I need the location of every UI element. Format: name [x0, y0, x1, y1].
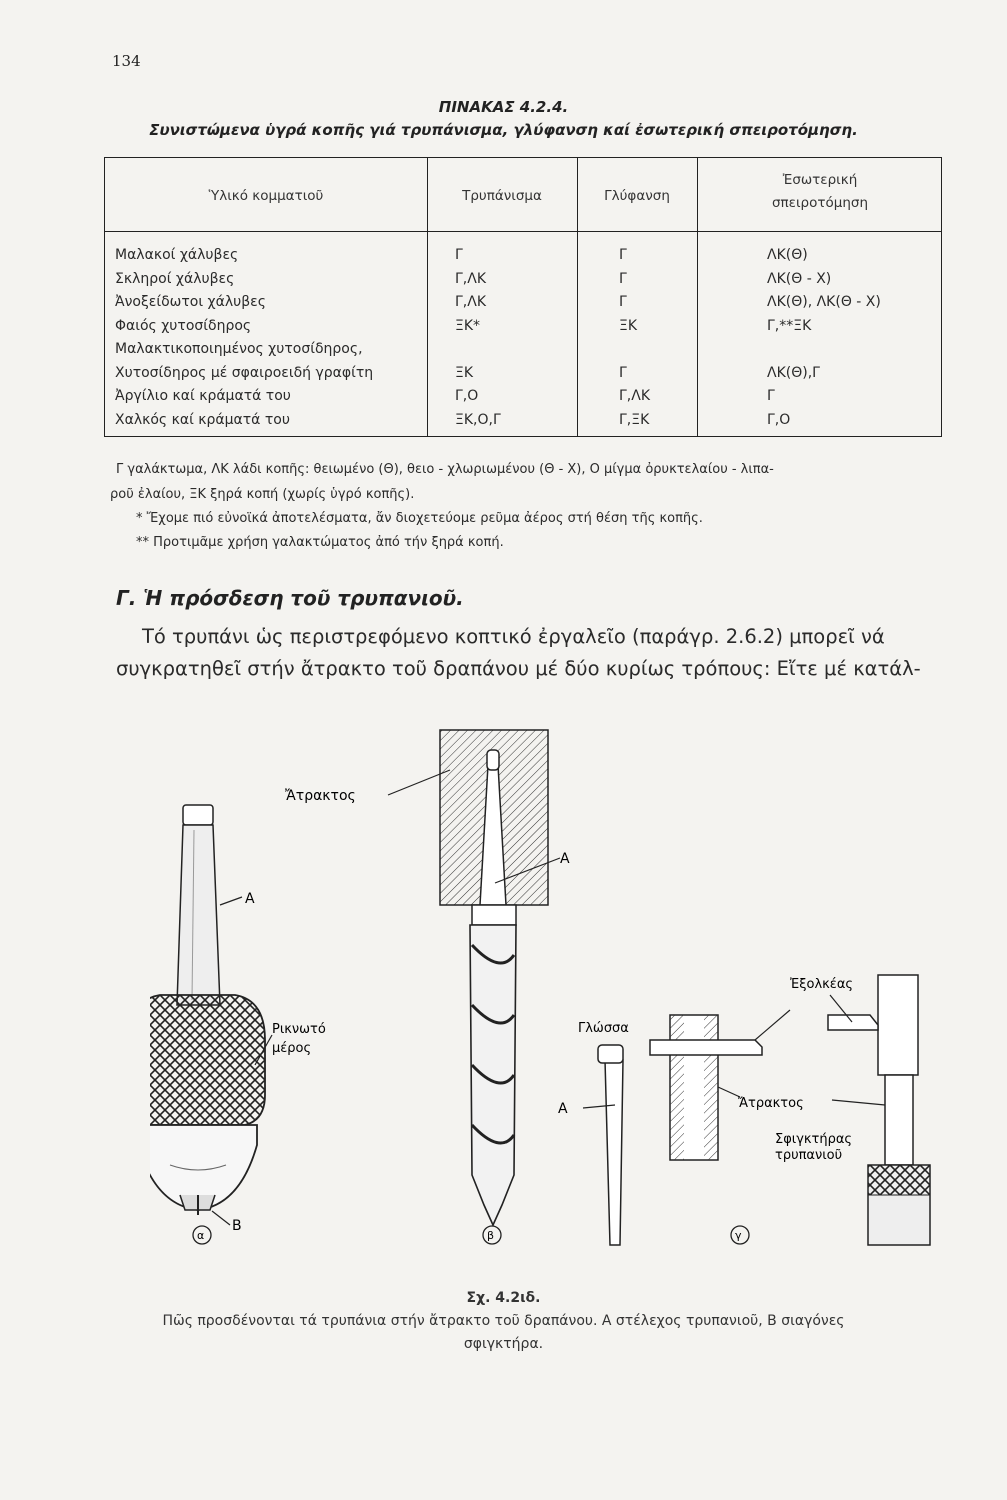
threading-column — [767, 244, 881, 432]
table-cell: Γ — [767, 388, 775, 404]
label-knurled-2: μέρος — [272, 1041, 312, 1056]
table-cell: Γ,ΛΚ — [455, 270, 487, 287]
table-cell — [619, 338, 650, 362]
panel-label-alpha: α — [197, 1229, 205, 1242]
table-cell: Γ,ΛΚ — [619, 388, 651, 404]
table-cell: ΞΚ* — [455, 317, 481, 334]
label-shank-a: A — [245, 891, 255, 907]
reaming-column — [619, 244, 650, 432]
table-cell: Γ — [455, 247, 463, 263]
label-ejector: Ἐξολκέας — [790, 977, 854, 992]
label-knurled: Ρικνωτό — [272, 1022, 326, 1037]
section-heading: Γ. Ἡ πρόσδεση τοῦ τρυπανιοῦ. — [116, 586, 464, 610]
table-cell — [455, 338, 501, 362]
page-number: 134 — [112, 52, 141, 70]
table-cell: Χυτοσίδηρος μέ σφαιροειδή γραφίτη — [115, 364, 374, 381]
table-cell: Σκληροί χάλυβες — [115, 270, 235, 287]
table-cell: ΛΚ(Θ),Γ — [767, 364, 820, 381]
chuck-drawing — [150, 805, 272, 1244]
label-spindle-beta: Ἄτρακτος — [285, 788, 356, 804]
table-note: ροῦ ἐλαίου, ΞΚ ξηρά κοπή (χωρίς ὑγρό κοπῆς). — [110, 487, 415, 502]
body-text: συγκρατηθεῖ στήν ἄτρακτο τοῦ δραπάνου μέ δύο κυρίως τρόπους: Εἴτε μέ κατάλ- — [116, 657, 921, 680]
table-cell: Γ — [619, 294, 627, 310]
table-cell: ΛΚ(Θ - Χ) — [767, 270, 832, 287]
table-cell: Γ,**ΞΚ — [767, 317, 812, 334]
figure-caption: Πῶς προσδένονται τά τρυπάνια στήν ἄτρακτο τοῦ δραπάνου. Α στέλεχος τρυπανιοῦ, Β σιαγόνες — [162, 1313, 845, 1329]
figure-caption-title: Σχ. 4.2ιδ. — [466, 1290, 541, 1306]
table-cell: Γ — [619, 247, 627, 263]
label-shank-beta: A — [560, 851, 570, 867]
table-cell: Χαλκός καί κράματά του — [115, 411, 290, 428]
table-cell: Ἀνοξείδωτοι χάλυβες — [115, 294, 266, 310]
table-note: * Ἔχομε πιό εὐνοϊκά ἀποτελέσματα, ἄν διοχετεύομε ρεῦμα ἀέρος στή θέση τῆς κοπῆς. — [136, 511, 703, 526]
label-spindle-gamma: Ἄτρακτος — [738, 1096, 804, 1111]
table-cell: Γ,Ο — [767, 411, 791, 428]
header-drilling: Τρυπάνισμα — [462, 188, 542, 204]
figure-caption-2: σφιγκτήρα. — [463, 1336, 544, 1352]
label-tang: Γλώσσα — [578, 1021, 629, 1036]
table-cell: Γ,Ο — [455, 388, 479, 404]
header-reaming: Γλύφανση — [604, 188, 670, 204]
table-header-divider — [105, 231, 941, 232]
spindle-drill-drawing — [388, 730, 560, 1244]
body-text: Τό τρυπάνι ὡς περιστρεφόμενο κοπτικό ἐργαλεῖο (παράγρ. 2.6.2) μπορεῖ νά — [142, 625, 885, 648]
table-cell: Μαλακοί χάλυβες — [115, 247, 239, 263]
table-cell: ΞΚ,Ο,Γ — [455, 411, 501, 428]
table-cell — [767, 338, 881, 362]
header-threading-2: σπειροτόμηση — [771, 195, 869, 211]
label-chuck-2: τρυπανιοῦ — [775, 1148, 843, 1163]
table-cell: Γ — [619, 270, 627, 287]
table-cell: Φαιός χυτοσίδηρος — [115, 317, 252, 334]
label-jaws-b: B — [232, 1218, 242, 1234]
drilling-column — [455, 244, 501, 432]
table-cell: Γ — [619, 364, 627, 381]
panel-label-gamma: γ — [735, 1229, 742, 1242]
table-subtitle: Συνιστώμενα ὑγρά κοπῆς γιά τρυπάνισμα, γλύφανση καί ἐσωτερική σπειροτόμηση. — [149, 121, 858, 139]
panel-label-beta: β — [487, 1229, 495, 1242]
table-title: ΠΙΝΑΚΑΣ 4.2.4. — [438, 98, 569, 116]
material-column — [115, 244, 373, 432]
drill-mounting-figure — [150, 725, 940, 1255]
table-cell: ΞΚ — [619, 317, 638, 334]
table-cell: Γ,ΛΚ — [455, 294, 487, 310]
table-cell: ΛΚ(Θ) — [767, 247, 808, 263]
label-chuck: Σφιγκτήρας — [775, 1132, 853, 1147]
lubricant-table — [104, 157, 942, 437]
label-shank-gamma: A — [558, 1101, 568, 1117]
table-cell: ΞΚ — [455, 364, 474, 381]
header-material: Ὑλικό κομματιοῦ — [208, 188, 324, 204]
table-note: Γ γαλάκτωμα, ΛΚ λάδι κοπῆς: θειωμένο (Θ), θειο - χλωριωμένου (Θ - Χ), Ο μίγμα ὀρυκτελαίου - λιπα- — [116, 462, 774, 477]
table-cell: ΛΚ(Θ), ΛΚ(Θ - Χ) — [767, 294, 881, 310]
table-cell: Ἀργίλιο καί κράματά του — [115, 388, 291, 404]
table-cell: Γ,ΞΚ — [619, 411, 650, 428]
header-threading-1: Ἐσωτερική — [782, 172, 858, 188]
table-note: ** Προτιμᾶμε χρήση γαλακτώματος ἀπό τήν ξηρά κοπή. — [136, 535, 504, 550]
table-cell: Μαλακτικοποιημένος χυτοσίδηρος, — [115, 341, 363, 357]
